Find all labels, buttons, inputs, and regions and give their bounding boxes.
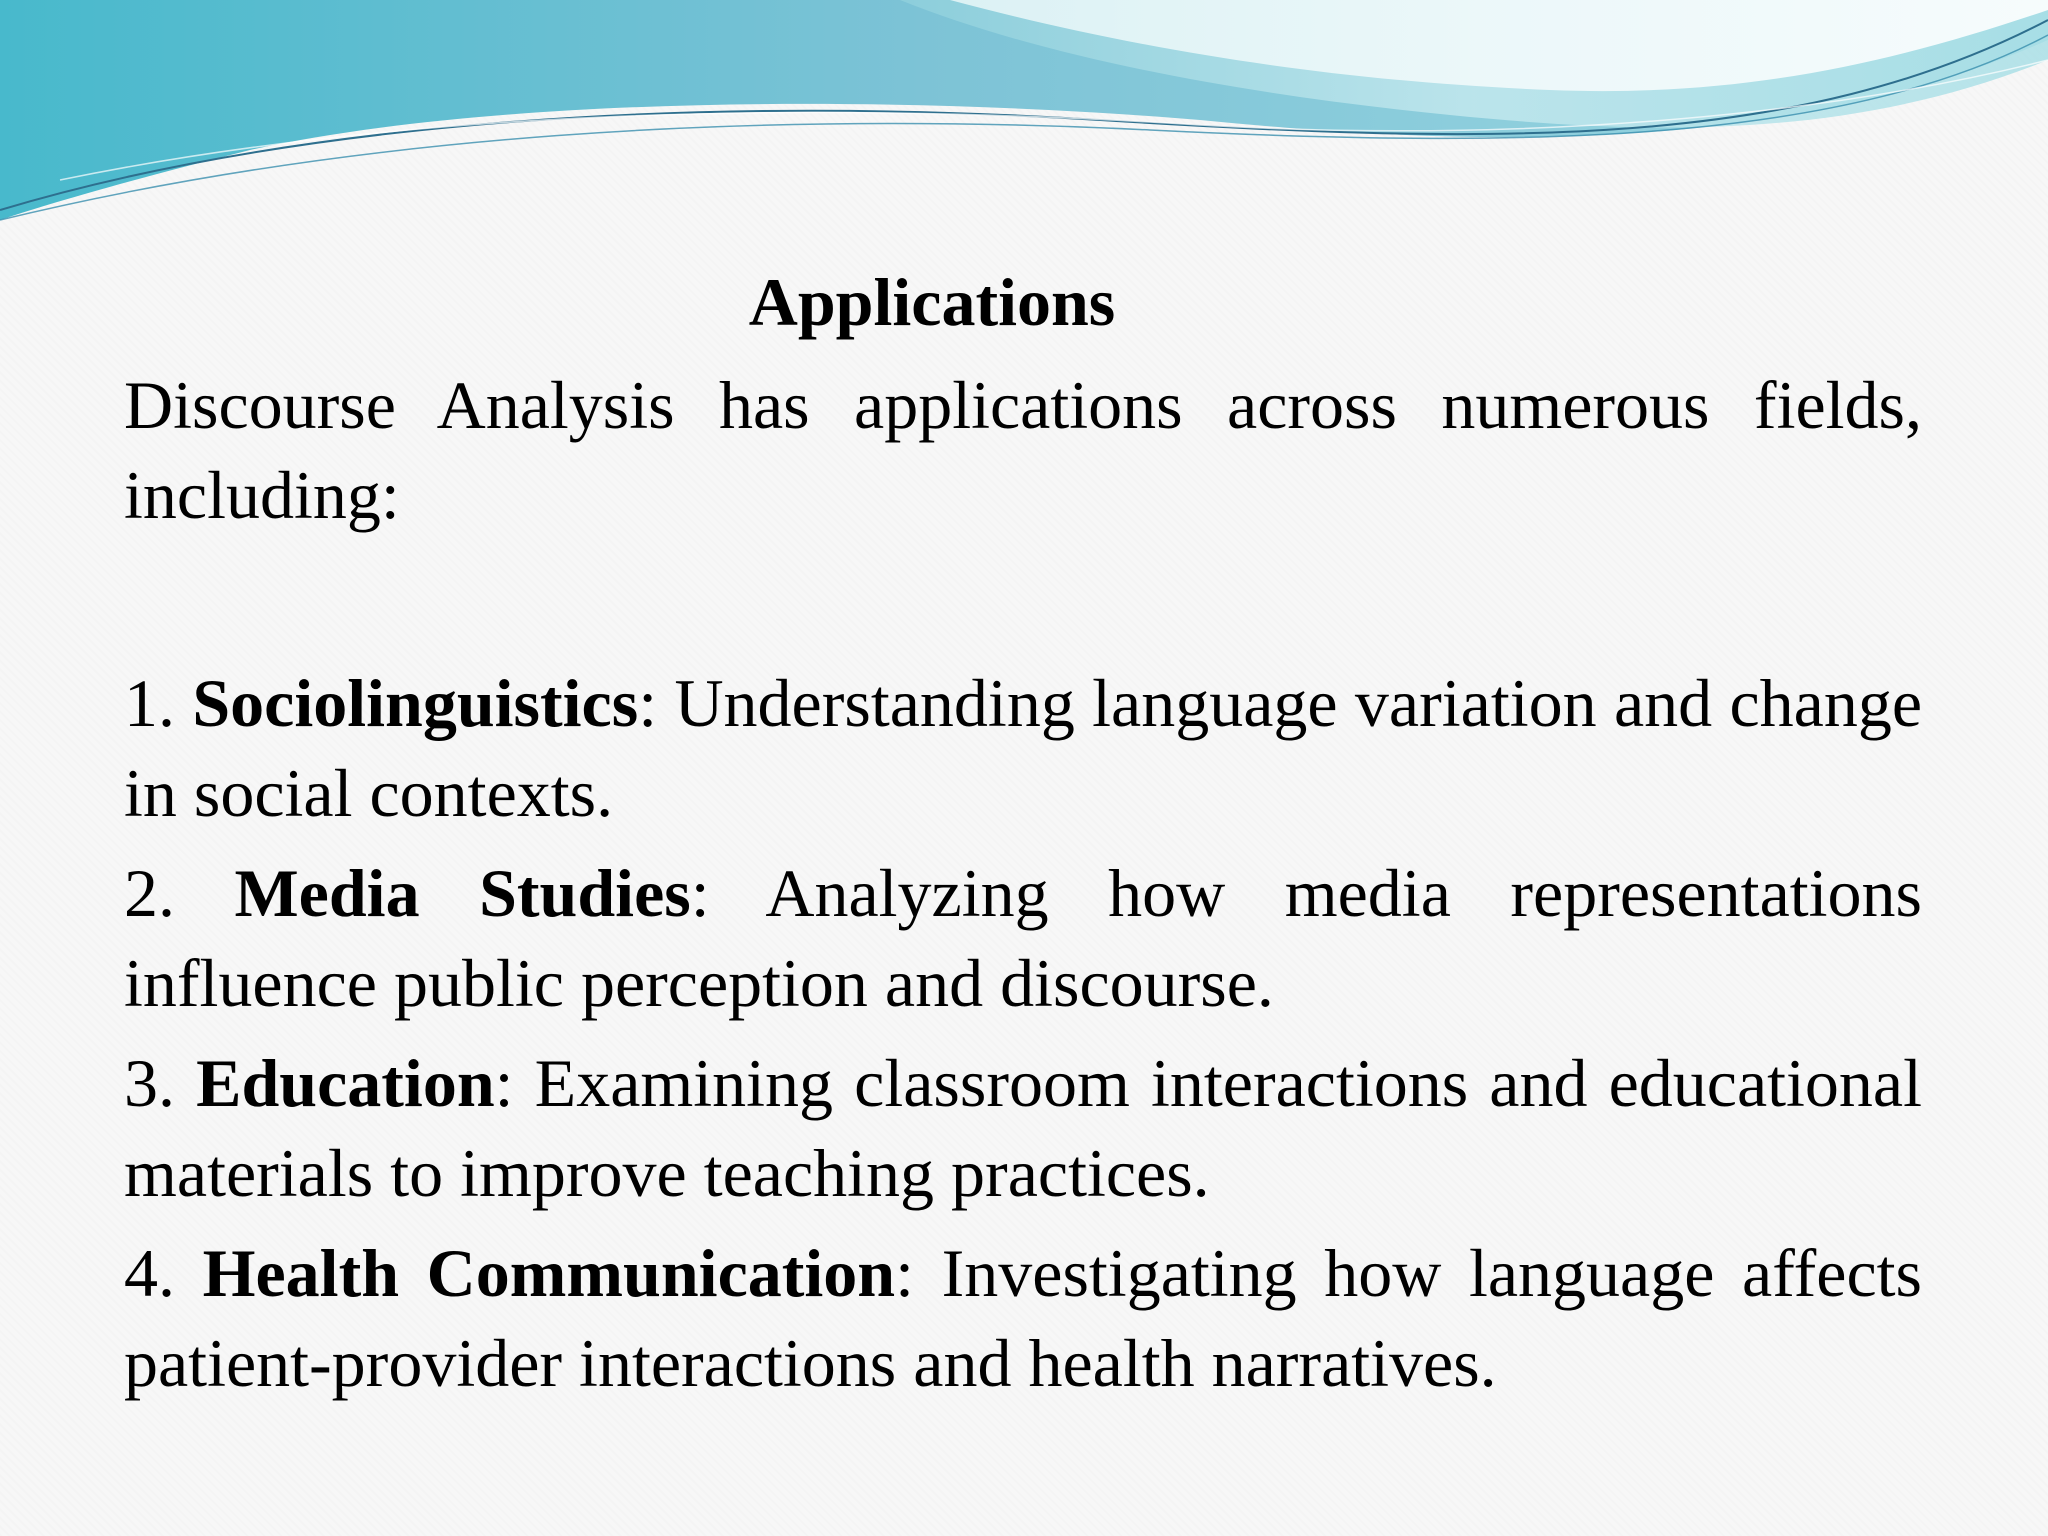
slide-body [124, 360, 1922, 1418]
slide-title: Applications [748, 264, 1116, 340]
item-number: 1. [124, 665, 175, 741]
list-item-media-studies [124, 848, 1922, 1028]
item-separator: : [690, 855, 710, 931]
item-term: Sociolinguistics [192, 665, 639, 741]
item-separator: : [895, 1235, 915, 1311]
item-description: Examining classroom interactions and educational materials to improve teaching practices. [124, 1045, 1922, 1211]
item-separator: : [494, 1045, 514, 1121]
item-term: Education [196, 1045, 495, 1121]
item-number: 3. [124, 1045, 175, 1121]
list-item-education [124, 1038, 1922, 1218]
list-item-sociolinguistics [124, 658, 1922, 838]
item-number: 2. [124, 855, 175, 931]
item-term: Health Communication [202, 1235, 896, 1311]
spacer [124, 540, 1922, 658]
item-description: Investigating how language affects patient-provider interactions and health narratives. [124, 1235, 1922, 1401]
item-description: Understanding language variation and change in social contexts. [124, 665, 1923, 831]
item-description: Analyzing how media representations influence public perception and discourse. [124, 855, 1922, 1021]
item-number: 4. [124, 1235, 175, 1311]
intro-paragraph: Discourse Analysis has applications across numerous fields, including: [124, 367, 1922, 533]
list-item-health-communication [124, 1228, 1922, 1408]
item-separator: : [638, 665, 658, 741]
item-term: Media Studies [234, 855, 691, 931]
header-wave-decoration [0, 0, 2048, 240]
